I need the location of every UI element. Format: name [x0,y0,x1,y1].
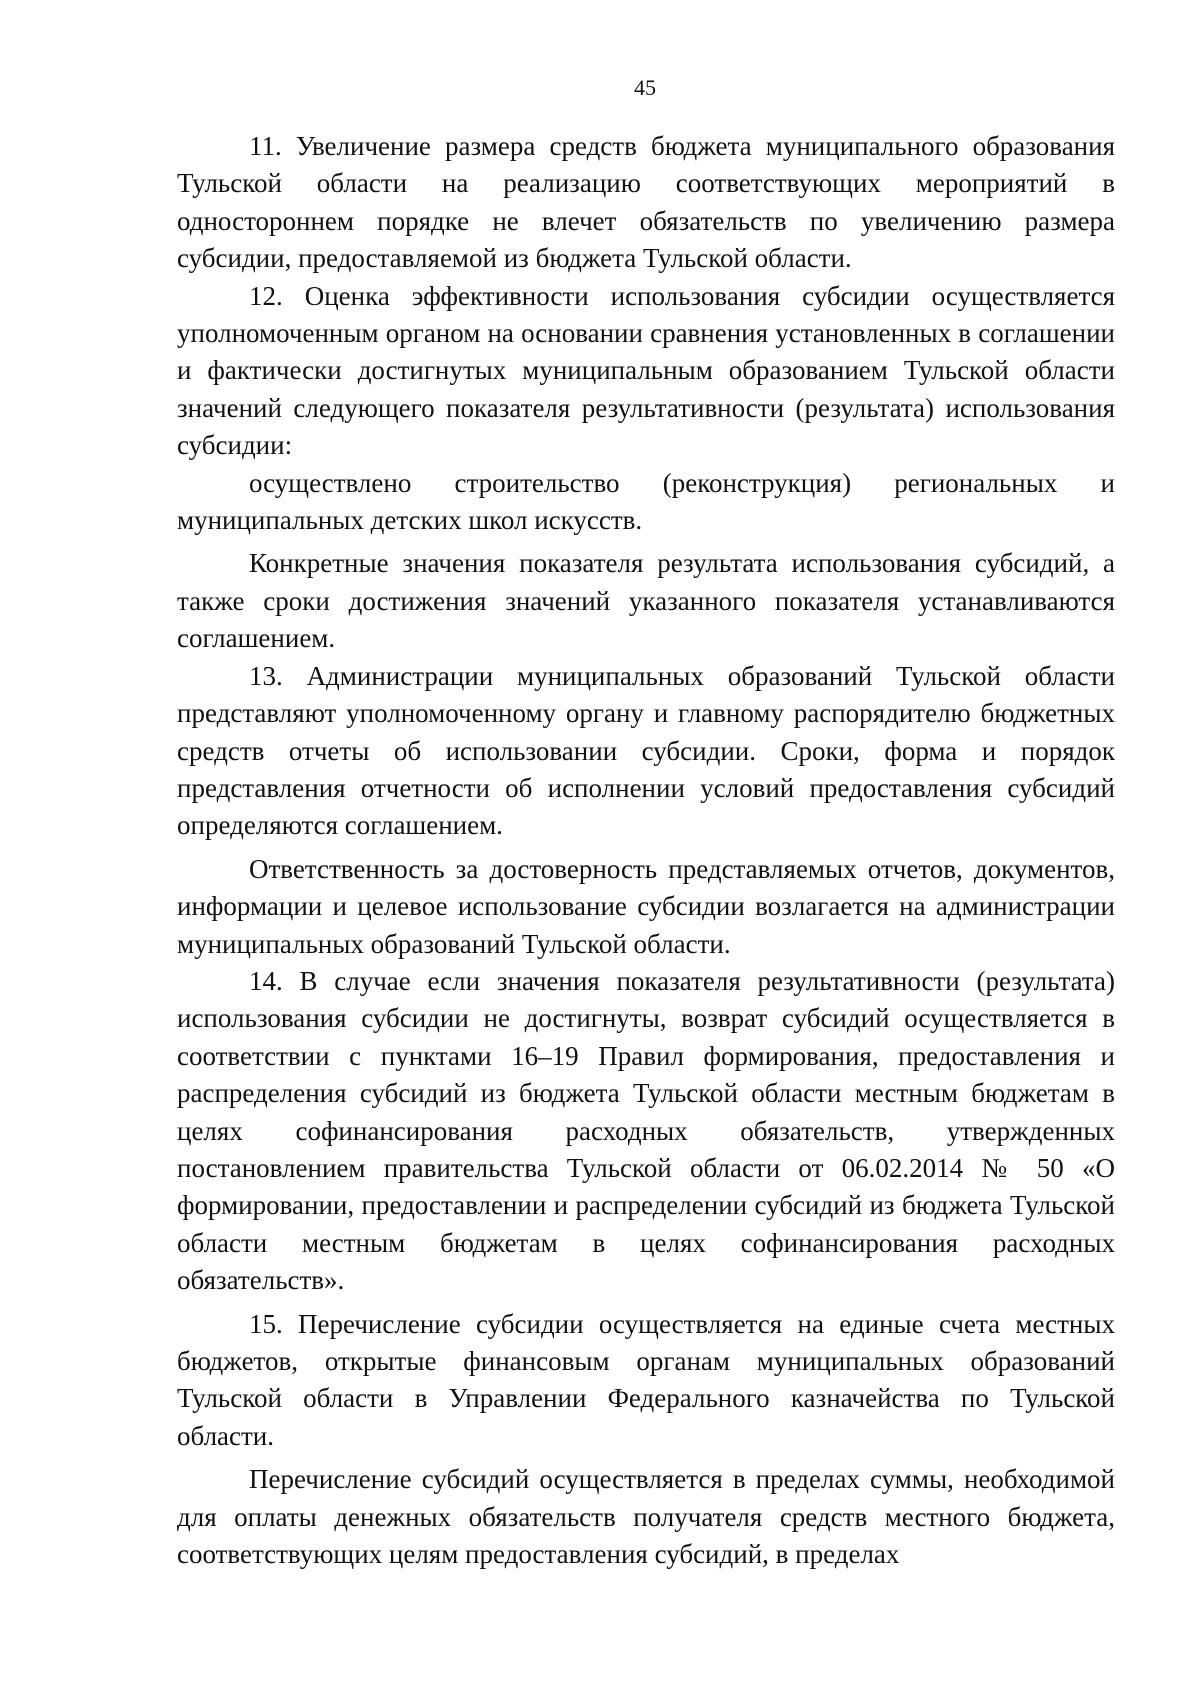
paragraph-15: 15. Перечисление субсидии осуществляется на единые счета местных бюджетов, открытые финансовым органам муниципальных образований Тульской области в Управлении Федерального казначейства по Тульской области. [177,1308,1115,1451]
paragraph-indicator: осуществлено строительство (реконструкция) региональных и муниципальных детских школ искусств. [177,467,1115,536]
document-body [177,128,1115,1573]
paragraph-12: 12. Оценка эффективности использования субсидии осуществляется уполномоченным органом на основании сравнения установленных в соглашении и фактически достигнутых муниципальным образованием Тульской области значений следующего показателя результативности (результата) использования субсидии: [177,280,1115,461]
paragraph-14: 14. В случае если значения показателя результативности (результата) использования субсидии не достигнуты, возврат субсидий осуществляется в соответствии с пунктами 16–19 Правил формирования, предоставления и распределения субсидий из бюджета Тульской области местным бюджетам в целях софинансирования расходных обязательств, утвержденных постановлением правительства Тульской области от 06.02.2014 № 50 «О формировании, предоставлении и распределении субсидий из бюджета Тульской области местным бюджетам в целях софинансирования расходных обязательств». [177,965,1115,1296]
paragraph-13: 13. Администрации муниципальных образований Тульской области представляют уполномоченному органу и главному распорядителю бюджетных средств отчеты об использовании субсидии. Сроки, форма и порядок представления отчетности об исполнении условий предоставления субсидий определяются соглашением. [177,660,1115,841]
paragraph-11: 11. Увеличение размера средств бюджета муниципального образования Тульской области на реализацию соответствующих мероприятий в одностороннем порядке не влечет обязательств по увеличению размера субсидии, предоставляемой из бюджета Тульской области. [177,131,1115,274]
paragraph-indicator-values: Конкретные значения показателя результата использования субсидий, а также сроки достижения значений указанного показателя устанавливаются соглашением. [177,548,1115,654]
paragraph-transfer-limits: Перечисление субсидий осуществляется в пределах суммы, необходимой для оплаты денежных обязательств получателя средств местного бюджета, соответствующих целям предоставления субсидий, в пределах [177,1464,1115,1570]
paragraph-responsibility: Ответственность за достоверность представляемых отчетов, документов, информации и целевое использование субсидии возлагается на администрации муниципальных образований Тульской области. [177,853,1115,959]
page-number: 45 [634,75,656,100]
